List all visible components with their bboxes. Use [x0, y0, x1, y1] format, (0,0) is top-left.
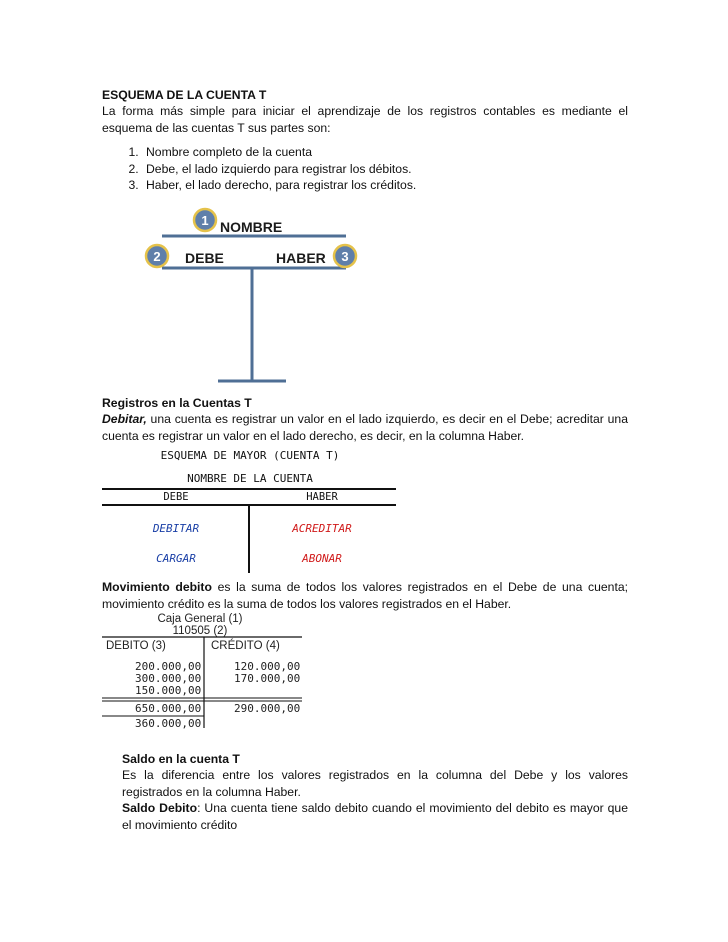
- section-title-saldo: Saldo en la cuenta T: [122, 752, 240, 766]
- saldo-debito-term: Saldo Debito: [122, 801, 198, 815]
- debitar-label: DEBITAR: [152, 522, 200, 535]
- ledger-account-name: Caja General (1): [157, 613, 243, 625]
- acreditar-label: ACREDITAR: [292, 522, 352, 535]
- section-title-esquema: ESQUEMA DE LA CUENTA T: [102, 88, 267, 102]
- t-account-diagram: [140, 205, 370, 390]
- registros-paragraph: [102, 411, 628, 444]
- ledger-credit-1: 120.000,00: [234, 660, 301, 673]
- movimiento-term: Movimiento debito: [102, 580, 212, 594]
- badge-3-text: 3: [341, 249, 349, 264]
- badge-2-text: 2: [153, 249, 161, 264]
- ledger-credit-header: CRÉDITO (4): [211, 640, 280, 652]
- haber-label: HABER: [276, 250, 326, 266]
- caja-general-ledger: [100, 610, 315, 730]
- registros-text: una cuenta es registrar un valor en el lado izquierdo, es decir en el Debe; acreditar una cuenta es registrar un valor en el lado derecho, es decir, en la columna Haber.: [102, 412, 628, 443]
- list-item: 2. Debe, el lado izquierdo para registrar los débitos.: [142, 161, 416, 178]
- saldo-debito-paragraph: [122, 800, 628, 833]
- debe-label: DEBE: [185, 250, 224, 266]
- parts-list: [102, 144, 416, 194]
- abonar-label: ABONAR: [302, 552, 342, 565]
- esquema-mayor-diagram: [100, 447, 400, 575]
- section-title-registros: Registros en la Cuentas T: [102, 396, 252, 410]
- ledger-debit-1: 200.000,00: [135, 660, 202, 673]
- ledger-debit-2: 300.000,00: [135, 672, 202, 685]
- account-name-label: NOMBRE DE LA CUENTA: [187, 472, 313, 485]
- mayor-debe-label: DEBE: [163, 491, 189, 503]
- debitar-term: Debitar,: [102, 412, 147, 426]
- cargar-label: CARGAR: [156, 552, 196, 565]
- intro-paragraph: La forma más simple para iniciar el aprendizaje de los registros contables es mediante el esquema de las cuentas T sus partes son:: [102, 104, 628, 135]
- esquema-mayor-title: ESQUEMA DE MAYOR (CUENTA T): [160, 449, 340, 462]
- list-item: 1. Nombre completo de la cuenta: [142, 144, 416, 161]
- ledger-balance: 360.000,00: [135, 717, 202, 730]
- nombre-label: NOMBRE: [220, 219, 283, 235]
- list-item: 3. Haber, el lado derecho, para registrar los créditos.: [142, 177, 416, 194]
- movimiento-paragraph: [102, 579, 628, 612]
- ledger-credit-2: 170.000,00: [234, 672, 301, 685]
- ledger-debit-3: 150.000,00: [135, 684, 202, 697]
- badge-1-text: 1: [201, 213, 209, 228]
- movimiento-text: es la suma de todos los valores registrados en el Debe de una cuenta; movimiento crédito es la suma de todos los valores registrados en el Haber.: [102, 580, 628, 611]
- ledger-debit-header: DEBITO (3): [106, 640, 166, 652]
- ledger-debit-total: 650.000,00: [135, 702, 202, 715]
- mayor-haber-label: HABER: [306, 491, 338, 503]
- ledger-account-code: 110505 (2): [172, 625, 228, 637]
- saldo-paragraph: Es la diferencia entre los valores registrados en la columna del Debe y los valores registrados en la columna Haber.: [122, 768, 628, 799]
- saldo-debito-text: : Una cuenta tiene saldo debito cuando el movimiento del debito es mayor que el movimiento crédito: [122, 801, 628, 832]
- ledger-credit-total: 290.000,00: [234, 702, 301, 715]
